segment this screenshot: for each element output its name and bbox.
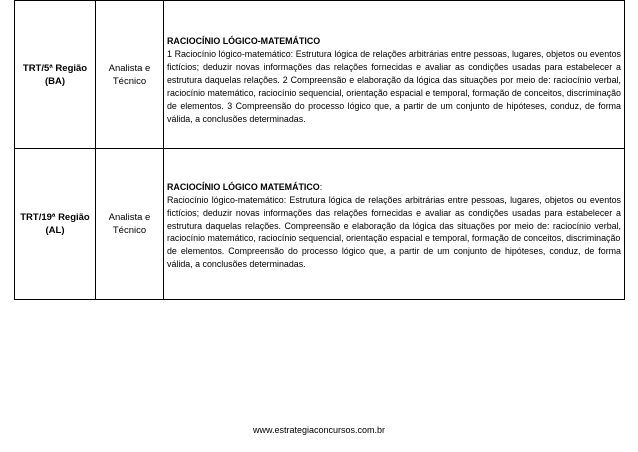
cargo-line: Técnico [112, 75, 147, 87]
tribunal-state: (BA) [44, 75, 66, 87]
tribunal-state: (AL) [45, 225, 65, 236]
tribunal-cell [15, 149, 96, 300]
content-paragraph: de elementos. Compreensão do processo lógico que, a partir de um conjunto de hipóteses, conduz, de forma válida, a conclusões determinadas. [167, 246, 621, 270]
content-cell [164, 149, 625, 300]
content-heading: RACIOCÍNIO LÓGICO-MATEMÁTICO [167, 36, 321, 47]
tribunal-cell [15, 1, 96, 149]
cargo-line: Analista e [108, 62, 151, 74]
cargo-line: Técnico [112, 225, 147, 236]
cargo-line: Analista e [108, 212, 151, 223]
page-footer: www.estrategiaconcursos.com.br [252, 425, 386, 435]
content-cell [164, 1, 625, 149]
content-paragraph: 1 Raciocínio lógico-matemático: Estrutura lógica de relações arbitrárias entre pessoas, lugares, objetos ou eventos fictícios; deduzir novas informações das relações fornecidas e avaliar as condições usadas para estabelecer a estrutura daquelas relações. 2 Compreensão e elaboração da lógica das situações por meio de: raciocínio verbal, raciocínio matemático, raciocínio sequencial, orientação espacial e temporal, formação de conceitos, discriminação de elementos. 3 Compreensão do processo lógico que, a partir de um conjunto de hipóteses, conduz, de forma válida, a conclusões determinadas. [167, 49, 621, 124]
tribunal-name: TRT/19ª Região [20, 212, 90, 223]
cargo-cell [96, 149, 164, 300]
table-row [15, 149, 625, 300]
content-heading-line [167, 181, 621, 194]
content-heading-suffix: : [319, 181, 323, 192]
syllabus-table [14, 0, 625, 300]
cargo-cell [96, 1, 164, 149]
content-heading: RACIOCÍNIO LÓGICO MATEMÁTICO [167, 181, 320, 192]
table-row [15, 1, 625, 149]
tribunal-name: TRT/5ª Região [22, 62, 88, 74]
content-paragraph: Raciocínio lógico-matemático: Estrutura lógica de relações arbitrárias entre pessoas, lugares, objetos ou eventos fictícios; deduzir novas informações das relações fornecidas e avaliar as condições usadas para estabelecer a estrutura daquelas relações. Compreensão e elaboração da lógica das situações por meio de: raciocínio verbal, raciocínio matemático, raciocínio sequencial, orientação espacial e temporal, formação de conceitos, discriminação [167, 194, 621, 244]
